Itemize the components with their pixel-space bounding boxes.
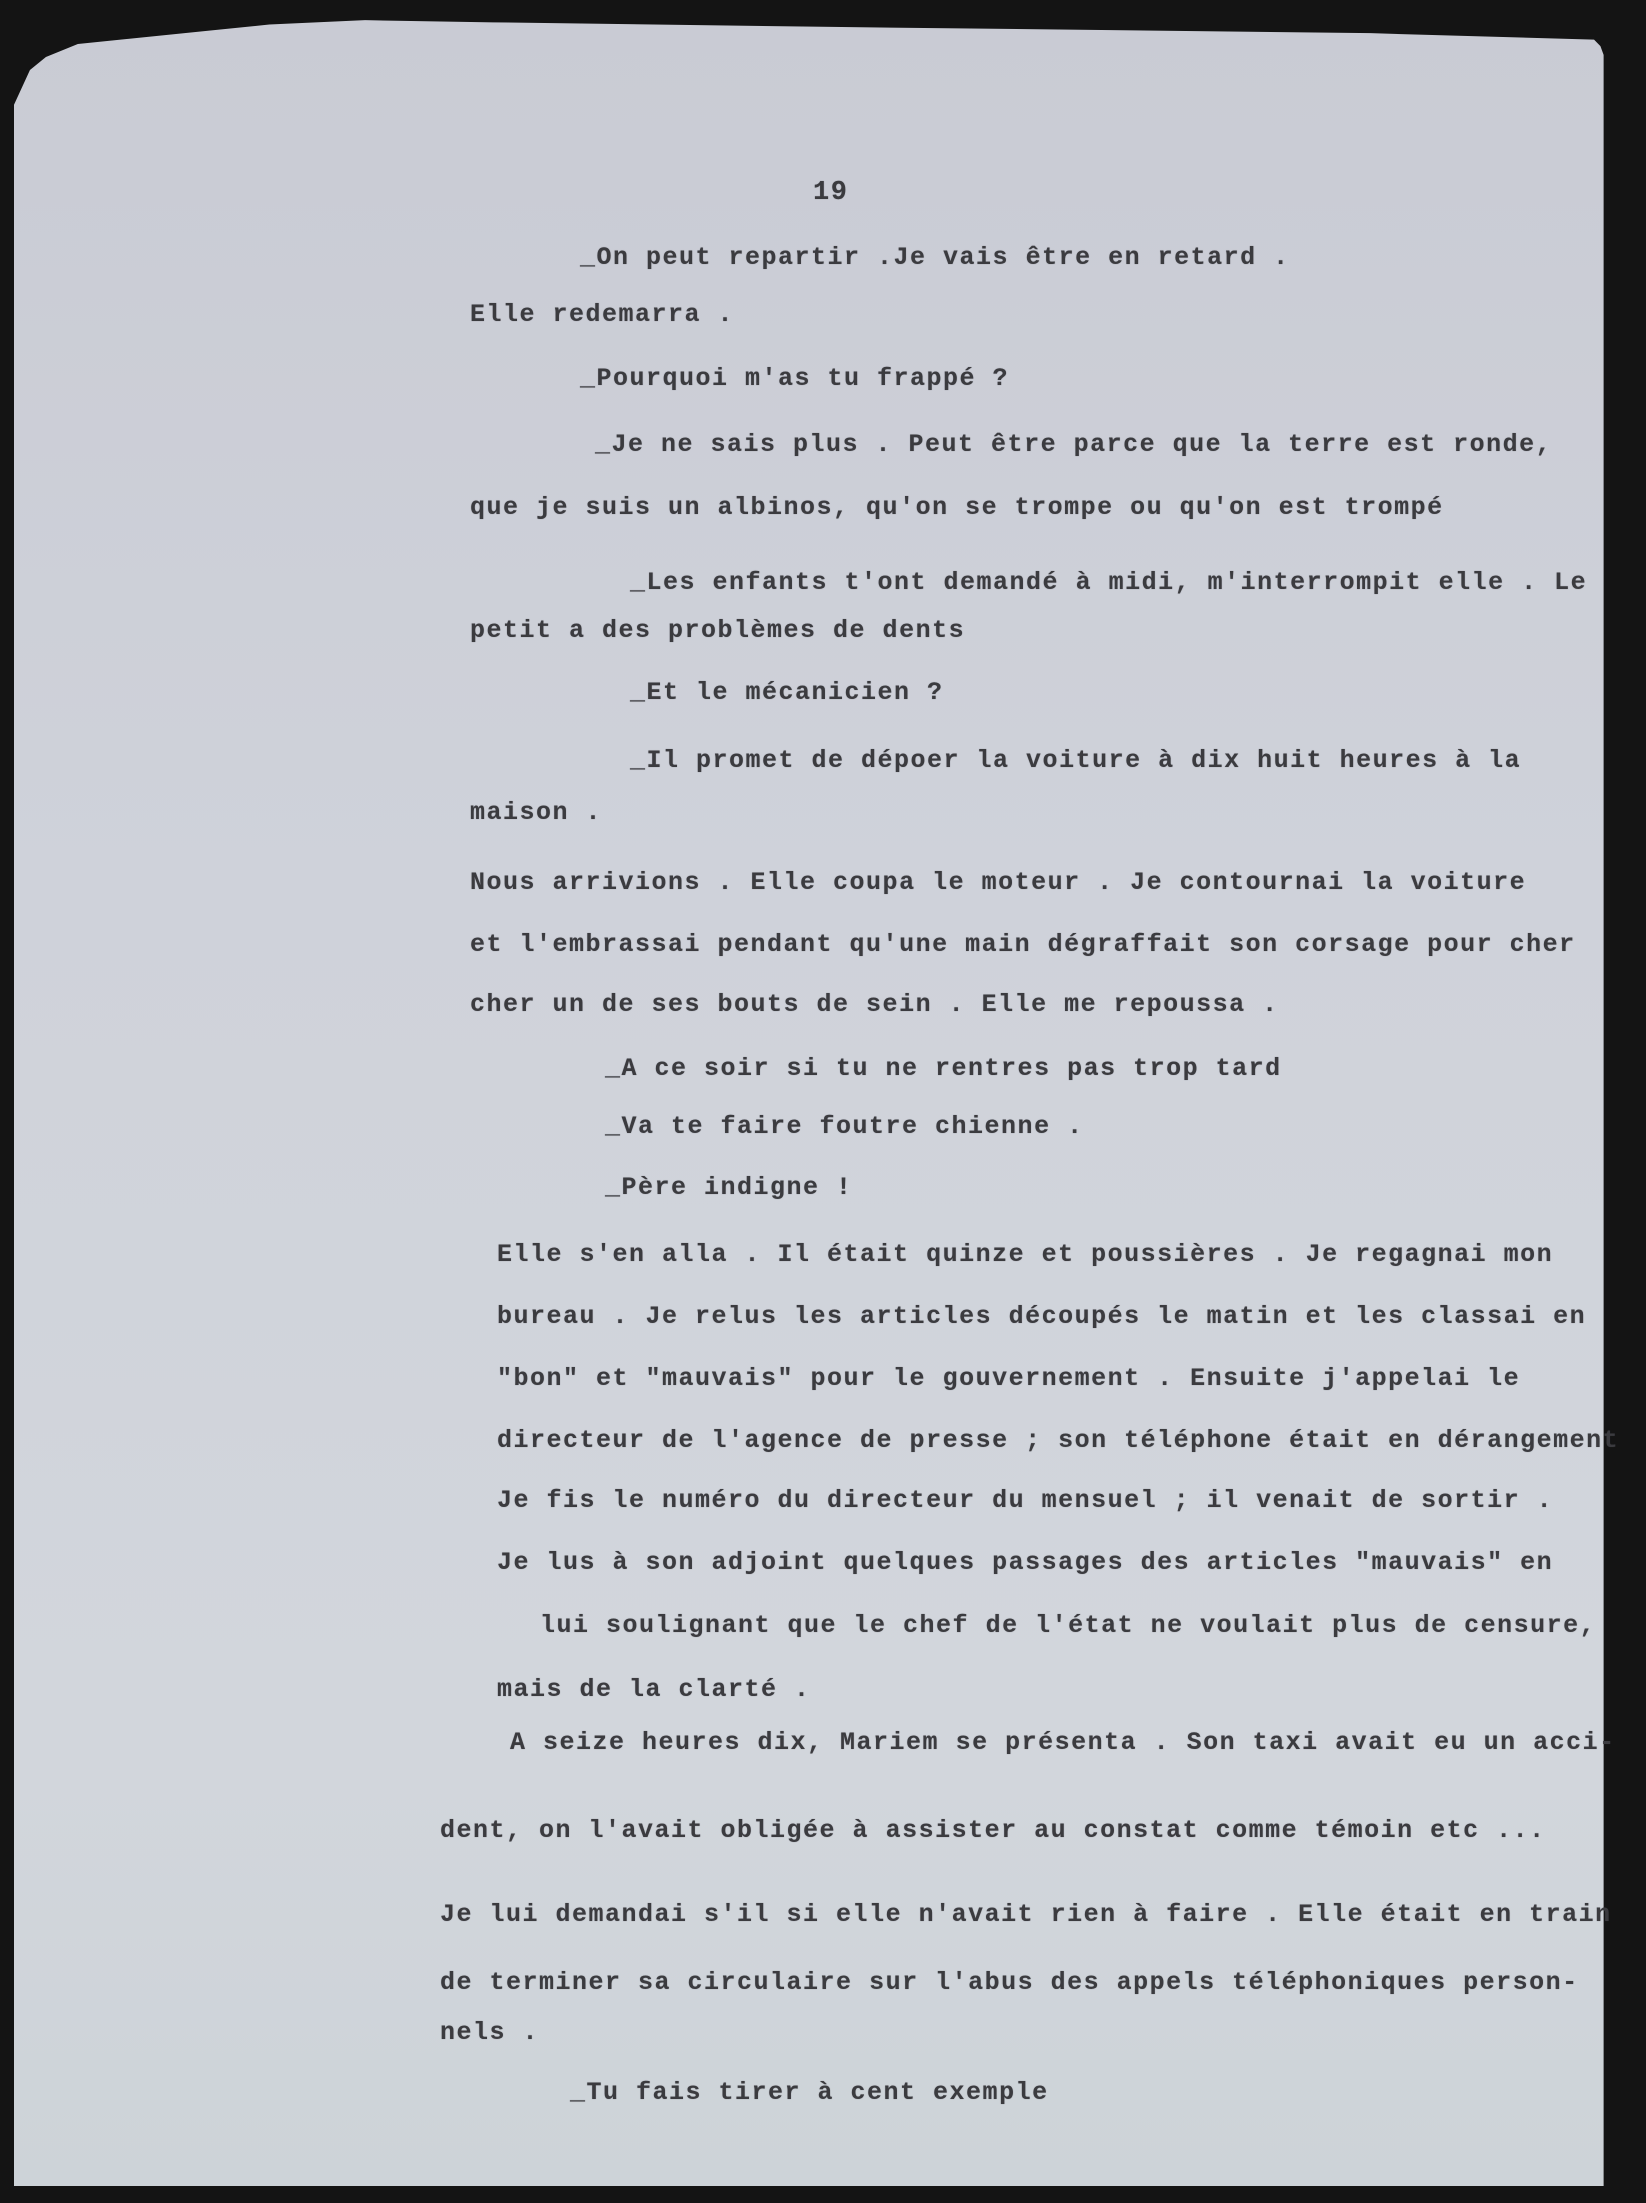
text-line: de terminer sa circulaire sur l'abus des appels téléphoniques person- [440,1968,1579,1997]
typewritten-page [14,18,1610,2186]
text-line: _Et le mécanicien ? [630,678,944,707]
text-line: bureau . Je relus les articles découpés le matin et les classai en [497,1302,1587,1331]
text-line: Elle s'en alla . Il était quinze et poussières . Je regagnai mon [497,1240,1554,1269]
text-line: cher un de ses bouts de sein . Elle me repoussa . [470,990,1279,1019]
text-line: nels . [440,2018,540,2047]
text-line: Je lui demandai s'il si elle n'avait rien à faire . Elle était en train [440,1900,1612,1929]
text-line: _Père indigne ! [605,1173,853,1202]
text-line: _Va te faire foutre chienne . [605,1112,1084,1141]
text-line: _Pourquoi m'as tu frappé ? [580,364,1010,393]
text-line: lui soulignant que le chef de l'état ne voulait plus de censure, [540,1611,1597,1640]
text-line: _Je ne sais plus . Peut être parce que la terre est ronde, [595,430,1553,459]
text-line: Je lus à son adjoint quelques passages des articles "mauvais" en [497,1548,1554,1577]
text-line: maison . [470,798,603,827]
text-line: Nous arrivions . Elle coupa le moteur . Je contournai la voiture [470,868,1527,897]
text-line: que je suis un albinos, qu'on se trompe ou qu'on est trompé [470,493,1444,522]
text-line: "bon" et "mauvais" pour le gouvernement . Ensuite j'appelai le [497,1364,1521,1393]
text-line: _Tu fais tirer à cent exemple [570,2078,1049,2107]
page-number: 19 [813,178,849,208]
text-line: mais de la clarté . [497,1675,811,1704]
text-line: et l'embrassai pendant qu'une main dégraffait son corsage pour cher [470,930,1576,959]
text-line: A seize heures dix, Mariem se présenta . Son taxi avait eu un acci- [510,1728,1616,1757]
text-line: Je fis le numéro du directeur du mensuel ; il venait de sortir . [497,1486,1554,1515]
text-line: Elle redemarra . [470,300,735,329]
text-line: petit a des problèmes de dents [470,616,966,645]
text-line: _Les enfants t'ont demandé à midi, m'interrompit elle . Le [630,568,1588,597]
text-line: _A ce soir si tu ne rentres pas trop tard [605,1054,1282,1083]
text-line: dent, on l'avait obligée à assister au constat comme témoin etc ... [440,1816,1546,1845]
text-line: _Il promet de dépoer la voiture à dix huit heures à la [630,746,1522,775]
text-line: _On peut repartir .Je vais être en retard . [580,243,1290,272]
text-line: directeur de l'agence de presse ; son téléphone était en dérangement [497,1426,1620,1455]
